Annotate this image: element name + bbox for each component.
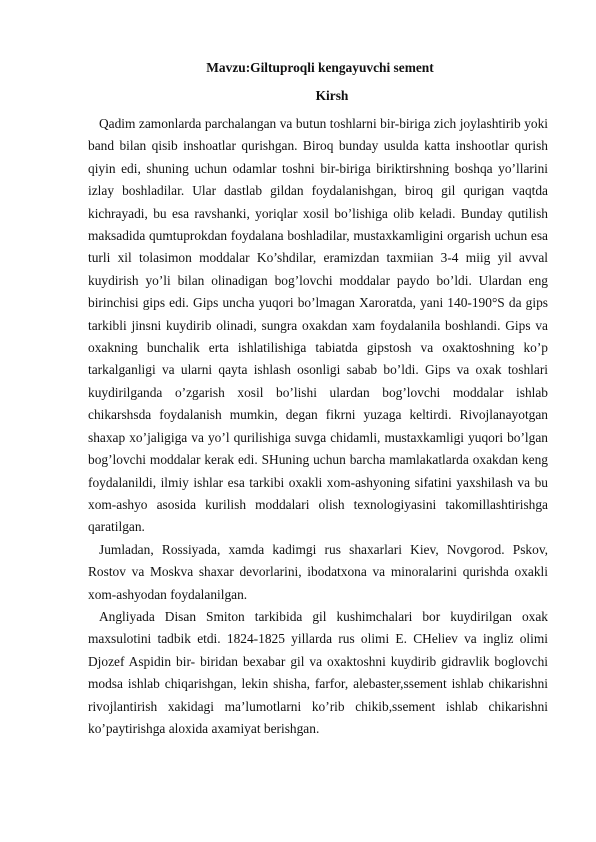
paragraph-1: Qadim zamonlarda parchalangan va butun toshlarni bir-biriga zich joylashtirib yoki band bilan qisib inshoatlar qurishgan. Biroq bunday usulda katta inshootlar qurish qiyin edi, shuning uchun odamlar toshni bir-biriga biriktirshning boshqa yo’llarini izlay boshladilar. Ular dastlab gildan foydalanishgan, biroq gil qurigan vaqtda kichrayadi, bu esa ravshanki, yoriqlar xosil bo’lishiga olib keladi. Bunday qutilish maksadida qumtuprokdan foydalana boshladilar, mustaxkamligini orgarish uchun esa turli xil tolasimon moddalar Ko’shdilar, eramizdan taxmiian 3-4 miig yil avval kuydirish yo’li bilan olinadigan bog’lovchi moddalar paydo bo’ldi. Ulardan eng birinchisi gips edi. Gips uncha yuqori bo’lmagan Xaroratda, yani 140-190°S da gips tarkibli jinsni kuydirib olinadi, sungra oxakdan xam foydalanila boshlandi. Gips va oxakning bunchalik erta ishlatilishiga tabiatda gipstosh va oxaktoshning ko’p tarkalganligi va ularni qayta ishlash osonligi sabab bo’ldi. Gips va oxak toshlari kuydirilganda o’zgarish xosil bo’lishi ulardan bog’lovchi moddalar ishlab chikarshsda foydalanish mumkin, degan fikrni yuzaga keltirdi. Rivojlanayotgan shaxap xo’jaligiga va yo’l qurilishiga suvga chidamli, mustaxkamligi yuqori bo’lgan bog’lovchi moddalar kerak edi. SHuning uchun barcha mamlakatlarda oxakdan keng foydalanildi, ilmiy ishlar esa tarkibi oxakli xom-ashyoning sifatini yaxshilash va bu xom-ashyo asosida kurilish moddalari olish texnologiyasini takomillashtirishga qaratilgan. <box>88 116 548 535</box>
paragraph-3: Angliyada Disan Smiton tarkibida gil kushimchalari bor kuydirilgan oxak maxsulotini tadbik etdi. 1824-1825 yillarda rus olimi E. CHeliev va ingliz olimi Djozef Aspidin bir- biridan bexabar gil va oxaktoshni kuydirib gidravlik boglovchi modsa ishlab chiqarishgan, lekin shisha, farfor, alebaster,ssement ishlab chikarishni rivojlantirish xakidagi ma’lumotlarni ko’rib chikib,ssement ishlab chikarishni ko’paytirishga aloxida axamiyat berishgan. <box>88 608 548 736</box>
document-body <box>88 113 548 740</box>
paragraph-2: Jumladan, Rossiyada, xamda kadimgi rus shaxarlari Kiev, Novgorod. Pskov, Rostov va Moskva shaxar devorlarini, ibodatxona va minoralarini qurishda oxakli xom-ashyodan foydalanilgan. <box>88 541 548 602</box>
section-heading: Kirsh <box>315 88 349 103</box>
document-title: Mavzu:Giltuproqli kengayuvchi sement <box>206 60 434 75</box>
